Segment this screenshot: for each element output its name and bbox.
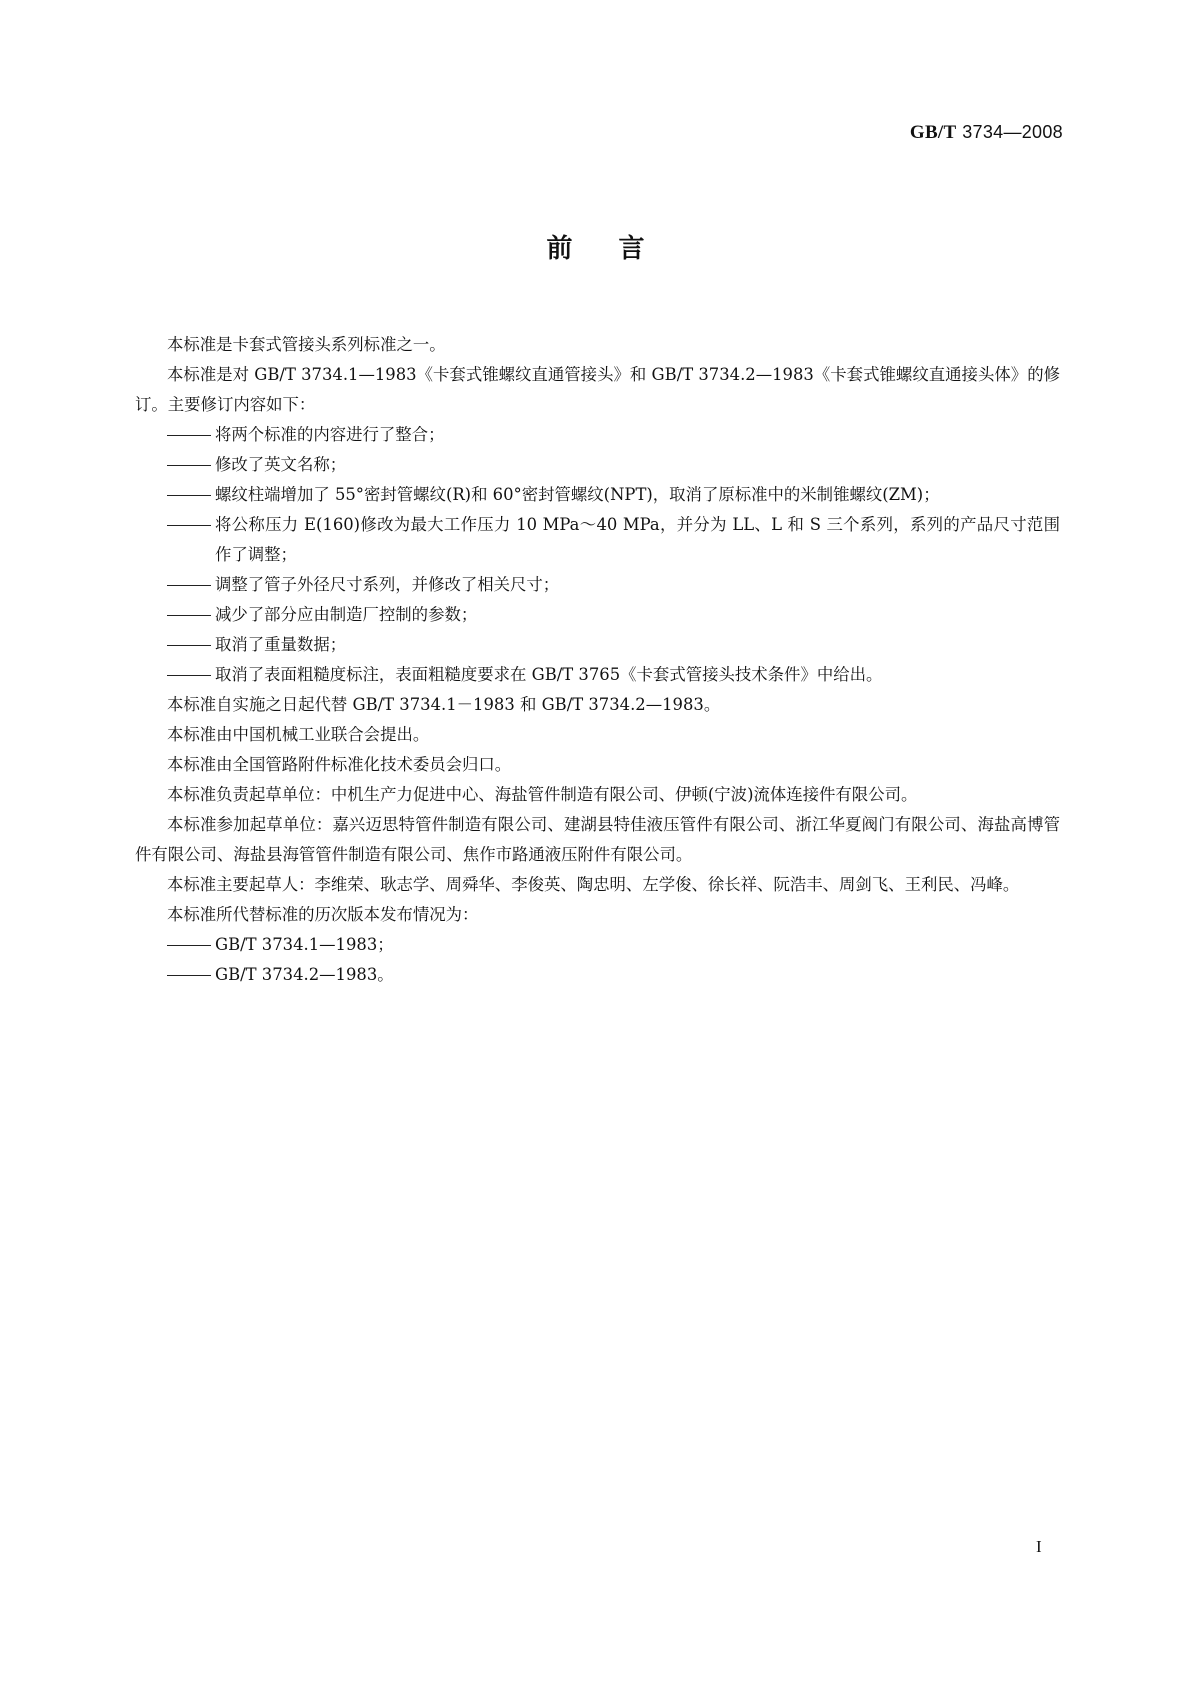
list-item bbox=[135, 450, 1060, 480]
list-item bbox=[135, 630, 1060, 660]
paragraph: 本标准负责起草单位：中机生产力促进中心、海盐管件制造有限公司、伊顿(宁波)流体连接件有限公司。 bbox=[167, 785, 918, 804]
list-item-text: GB/T 3734.1—1983； bbox=[215, 935, 394, 954]
standard-number-header bbox=[910, 122, 1063, 144]
paragraph: 本标准是卡套式管接头系列标准之一。 bbox=[167, 335, 446, 354]
list-item-text: 取消了表面粗糙度标注，表面粗糙度要求在 GB/T 3765《卡套式管接头技术条件》中给出。 bbox=[215, 665, 883, 684]
list-item-text: 螺纹柱端增加了 55°密封管螺纹(R)和 60°密封管螺纹(NPT)，取消了原标准中的米制锥螺纹(ZM)； bbox=[215, 485, 940, 504]
paragraph: 本标准自实施之日起代替 GB/T 3734.1－1983 和 GB/T 3734.2—1983。 bbox=[167, 695, 721, 714]
paragraph: 本标准主要起草人：李维荣、耿志学、周舜华、李俊英、陶忠明、左学俊、徐长祥、阮浩丰、周剑飞、王利民、冯峰。 bbox=[167, 875, 1020, 894]
list-item bbox=[135, 660, 1060, 690]
paragraph: 本标准所代替标准的历次版本发布情况为： bbox=[167, 905, 479, 924]
page-number: I bbox=[1036, 1537, 1042, 1556]
document-body bbox=[135, 330, 1060, 990]
paragraph: 本标准参加起草单位：嘉兴迈思特管件制造有限公司、建湖县特佳液压管件有限公司、浙江华夏阀门有限公司、海盐高博管件有限公司、海盐县海管管件制造有限公司、焦作市路通液压附件有限公司。 bbox=[135, 815, 1060, 864]
list-item bbox=[135, 600, 1060, 630]
standard-number: 3734—2008 bbox=[962, 122, 1063, 142]
list-item bbox=[135, 420, 1060, 450]
list-item-text: GB/T 3734.2—1983。 bbox=[215, 965, 394, 984]
list-item bbox=[135, 930, 1060, 960]
page-title: 前言 bbox=[546, 234, 691, 264]
paragraph: 本标准是对 GB/T 3734.1—1983《卡套式锥螺纹直通管接头》和 GB/T 3734.2—1983《卡套式锥螺纹直通接头体》的修订。主要修订内容如下： bbox=[135, 365, 1060, 414]
list-item-text: 将两个标准的内容进行了整合； bbox=[215, 425, 445, 444]
paragraph: 本标准由中国机械工业联合会提出。 bbox=[167, 725, 430, 744]
list-item-text: 将公称压力 E(160)修改为最大工作压力 10 MPa～40 MPa，并分为 LL、L 和 S 三个系列，系列的产品尺寸范围作了调整； bbox=[215, 515, 1060, 564]
list-item-text: 调整了管子外径尺寸系列，并修改了相关尺寸； bbox=[215, 575, 560, 594]
list-item-text: 减少了部分应由制造厂控制的参数； bbox=[215, 605, 478, 624]
list-item-text: 修改了英文名称； bbox=[215, 455, 347, 474]
list-item bbox=[135, 510, 1060, 570]
list-item bbox=[135, 480, 1060, 510]
standard-code: GB/T bbox=[909, 122, 957, 143]
paragraph: 本标准由全国管路附件标准化技术委员会归口。 bbox=[167, 755, 512, 774]
list-item bbox=[135, 570, 1060, 600]
list-item bbox=[135, 960, 1060, 990]
list-item-text: 取消了重量数据； bbox=[215, 635, 347, 654]
